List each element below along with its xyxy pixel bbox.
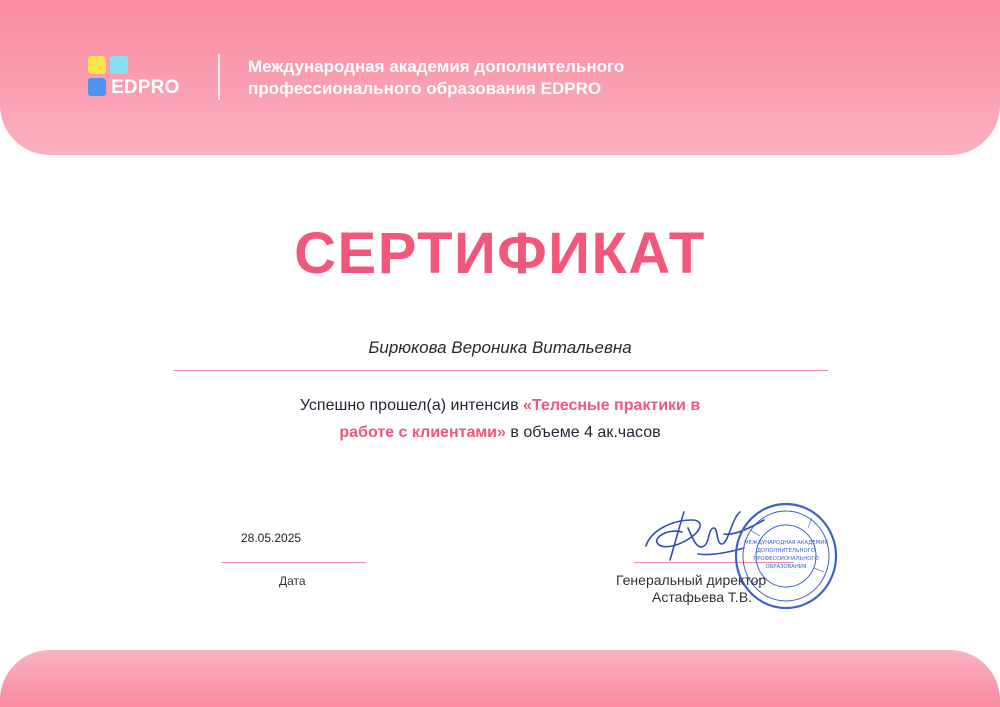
course-title-part-2: работе с клиентами» bbox=[339, 424, 506, 441]
logo-square-blue bbox=[88, 78, 106, 96]
director-name: Астафьева Т.В. bbox=[652, 589, 753, 605]
organization-name-line-2: профессионального образования EDPRO bbox=[248, 79, 602, 98]
header-divider bbox=[218, 54, 220, 100]
course-title-part-1: «Телесные практики в bbox=[523, 397, 701, 414]
logo-square-yellow bbox=[88, 56, 106, 74]
seal-text-line-1: МЕЖДУНАРОДНАЯ АКАДЕМИЯ bbox=[744, 540, 828, 546]
organization-name bbox=[248, 56, 768, 100]
edpro-logo bbox=[88, 56, 198, 100]
director-title: Генеральный директор bbox=[616, 572, 767, 588]
seal-text-line-3: ПРОФЕССИОНАЛЬНОГО bbox=[753, 556, 819, 562]
certificate-description bbox=[0, 392, 1000, 446]
recipient-name: Бирюкова Вероника Витальевна bbox=[368, 338, 632, 357]
date-label: Дата bbox=[279, 574, 306, 588]
footer-band bbox=[0, 650, 1000, 707]
description-text-before: Успешно прошел(а) интенсив bbox=[299, 397, 524, 414]
recipient-underline bbox=[173, 370, 828, 371]
organization-name-line-1: Международная академия дополнительного bbox=[248, 57, 625, 76]
description-text-after: в объеме 4 ак.часов bbox=[505, 424, 661, 441]
description-line-1 bbox=[0, 392, 1000, 419]
seal-text-line-4: ОБРАЗОВАНИЯ bbox=[765, 564, 807, 570]
date-underline bbox=[221, 562, 366, 563]
issue-date: 28.05.2025 bbox=[241, 531, 302, 545]
seal-text-line-2: ДОПОЛНИТЕЛЬНОГО bbox=[756, 548, 816, 554]
logo-text: EDPRO bbox=[111, 77, 180, 98]
description-line-2 bbox=[0, 419, 1000, 446]
logo-square-cyan bbox=[110, 56, 128, 74]
certificate-title: СЕРТИФИКАТ bbox=[294, 221, 706, 286]
